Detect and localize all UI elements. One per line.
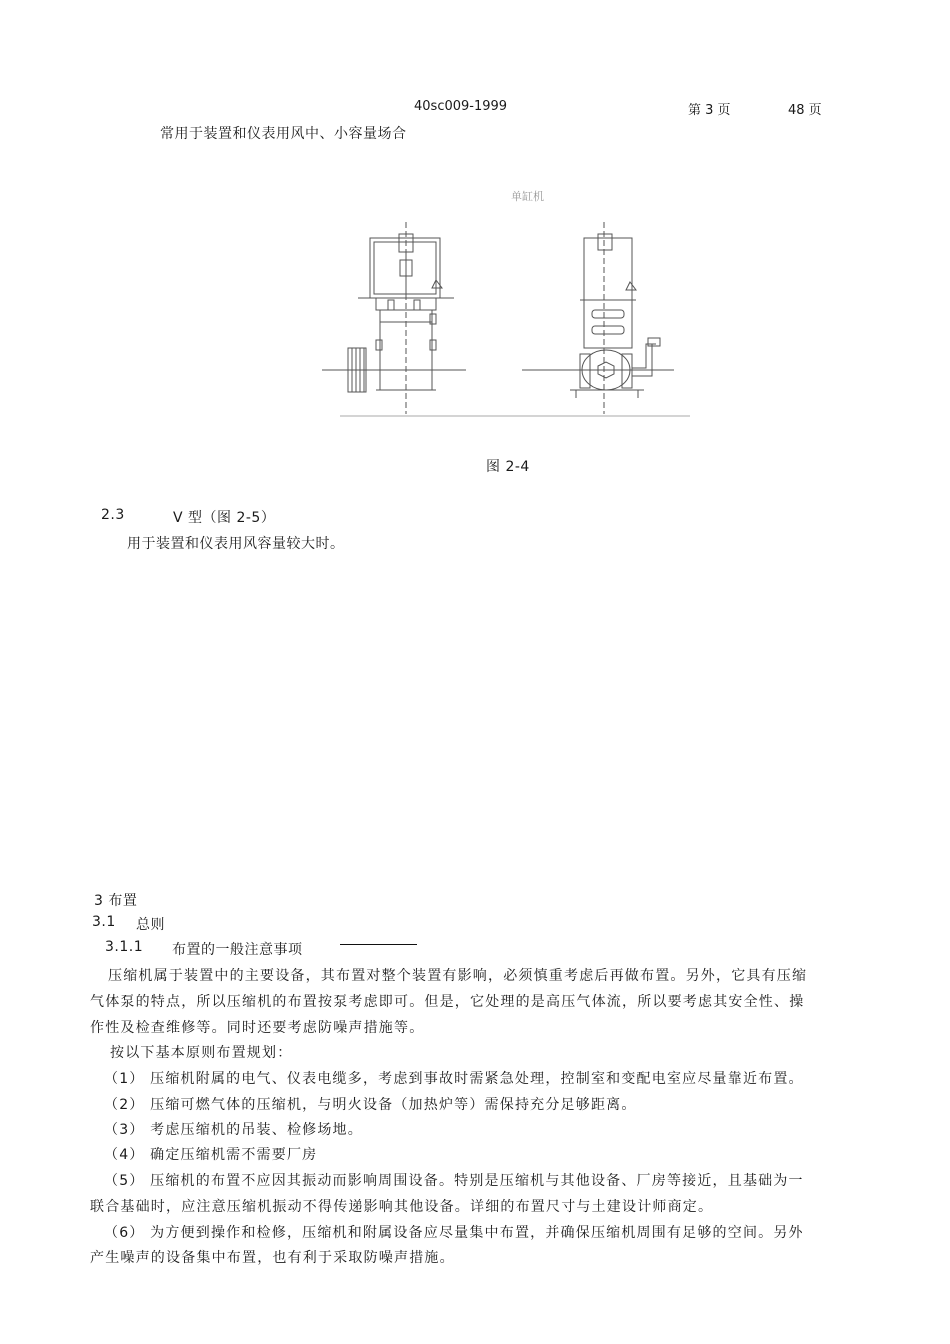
underline-rule (340, 944, 417, 945)
figure-2-4-drawing (318, 182, 698, 422)
paragraph-line: 作性及检查维修等。同时还要考虑防噪声措施等。 (90, 1020, 425, 1036)
section-2-3-text: 用于装置和仪表用风容量较大时。 (127, 536, 345, 552)
figure-caption-top: 单缸机 (511, 190, 544, 203)
total-pages: 48 页 (788, 103, 822, 118)
front-view (322, 222, 466, 414)
figure-label: 图 2-4 (486, 459, 530, 475)
list-item: （4） 确定压缩机需不需要厂房 (104, 1147, 318, 1163)
list-item: （1） 压缩机附属的电气、仪表电缆多，考虑到事故时需紧急处理，控制室和变配电室应尽量靠近布置。 (104, 1071, 804, 1087)
list-item: （3） 考虑压缩机的吊装、检修场地。 (104, 1122, 363, 1138)
list-item: （6） 为方便到操作和检修，压缩机和附属设备应尽量集中布置，并确保压缩机周围有足够的空间。另外 (104, 1225, 804, 1241)
page-number: 第 3 页 (688, 103, 731, 118)
document-code: 40sc009-1999 (414, 99, 508, 114)
list-item: （5） 压缩机的布置不应因其振动而影响周围设备。特别是压缩机与其他设备、厂房等接近，且基础为一 (104, 1173, 804, 1189)
section-3-1-title: 总则 (136, 917, 165, 933)
paragraph-line: 按以下基本原则布置规划： (110, 1045, 293, 1061)
section-3-1-number: 3.1 (92, 914, 116, 930)
side-view (522, 222, 674, 414)
section-2-3-title: V 型（图 2-5） (173, 510, 276, 526)
section-3-heading: 3 布置 (94, 893, 138, 909)
paragraph-line: 联合基础时，应注意压缩机振动不得传递影响其他设备。详细的布置尺寸与土建设计师商定。 (90, 1199, 714, 1215)
section-3-1-1-title: 布置的一般注意事项 (172, 942, 303, 958)
intro-line: 常用于装置和仪表用风中、小容量场合 (160, 126, 407, 142)
paragraph-line: 压缩机属于装置中的主要设备，其布置对整个装置有影响，必须慎重考虑后再做布置。另外，它具有压缩 (108, 968, 808, 984)
section-3-1-1-number: 3.1.1 (105, 939, 144, 955)
paragraph-line: 气体泵的特点，所以压缩机的布置按泵考虑即可。但是，它处理的是高压气体流，所以要考虑其安全性、操 (90, 994, 805, 1010)
section-2-3-number: 2.3 (101, 507, 125, 523)
paragraph-line: 产生噪声的设备集中布置，也有利于采取防噪声措施。 (90, 1250, 455, 1266)
list-item: （2） 压缩可燃气体的压缩机，与明火设备（加热炉等）需保持充分足够距离。 (104, 1097, 637, 1113)
compressor-drawing (318, 182, 698, 422)
